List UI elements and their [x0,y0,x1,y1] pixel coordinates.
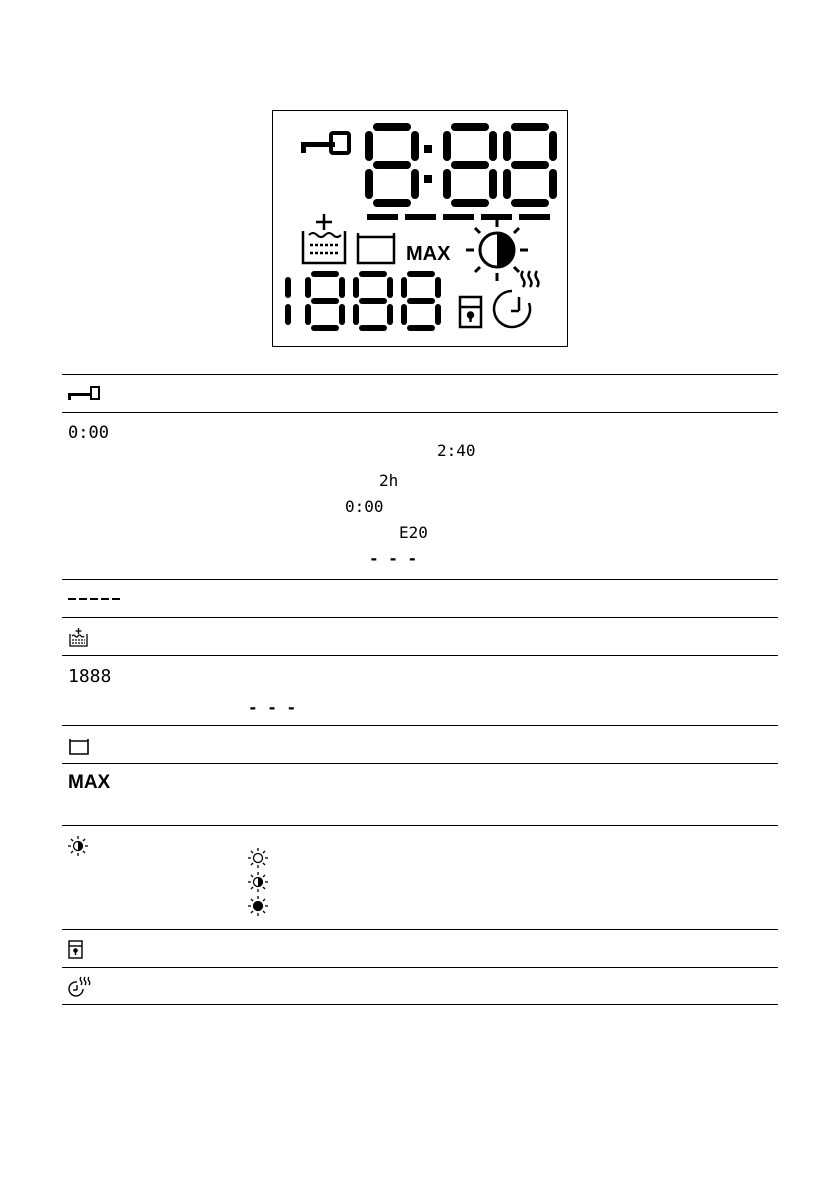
svg-text:0:00: 0:00 [68,423,109,441]
example-error: E20 [399,523,428,542]
digit-segment [511,161,549,169]
drying-timer-icon [68,976,92,998]
digit-segment [285,304,291,325]
key-lock-icon [301,133,349,153]
example-zero: 0:00 [345,497,384,516]
legend-row-max [62,763,778,825]
dashes-bar-icon [68,598,128,602]
digit-segment [311,298,339,304]
digit-segment [549,169,557,199]
digit-segment [365,131,373,161]
digit-segment [387,304,393,325]
brightness-high-icon [248,896,268,916]
legend-row-time [62,412,778,579]
digit-segment [549,131,557,161]
digit-segment [511,123,549,131]
svg-text:1888: 1888 [68,666,112,686]
digit-segment [451,161,489,169]
legend-row-program [62,655,778,725]
example-hours: 2h [379,471,399,490]
digit-segment [311,325,339,331]
salt-refill-icon [303,214,345,263]
rinse-aid-icon [358,233,394,263]
lcd-display-panel [272,110,568,347]
digit-segment [401,304,407,325]
digit-segment [365,169,373,199]
legend-table [62,374,778,1005]
legend-row-salt [62,617,778,655]
time-colon [424,145,432,183]
time-digit [443,123,497,207]
door-lock-icon [460,297,481,327]
legend-row-drying [62,967,778,1005]
digit-segment [387,277,393,298]
program-digit [285,277,291,325]
program-digit [305,271,345,331]
digit-segment [359,325,387,331]
door-lock-icon [68,940,84,960]
legend-row-door-lock [62,929,778,967]
program-number-digits [285,271,441,331]
digit-segment [407,271,435,277]
example-time: 2:40 [437,441,476,460]
digit-segment [503,169,511,199]
digit-segment [353,304,359,325]
program-digit [353,271,393,331]
digit-segment [285,277,291,298]
progress-dashes [367,214,550,220]
digit-segment [435,277,441,298]
max-text-icon: MAX [68,772,111,793]
digit-segment [401,277,407,298]
brightness-icon [68,836,88,856]
program-number-icon [68,666,124,686]
time-digit [365,123,419,207]
max-indicator: MAX [406,243,451,265]
rinse-aid-icon [68,736,90,756]
digit-segment [503,131,511,161]
example-dashes-program: - - - [248,698,297,717]
digit-segment [511,199,549,207]
digit-segment [305,277,311,298]
legend-row-brightness [62,825,778,929]
digit-segment [353,277,359,298]
digit-segment [373,199,411,207]
digit-segment [435,304,441,325]
digit-segment [339,304,345,325]
digit-segment [443,131,451,161]
digit-segment [359,271,387,277]
time-digit [503,123,557,207]
digit-segment [451,123,489,131]
digit-segment [359,298,387,304]
brightness-low-icon [248,848,268,868]
digit-segment [373,123,411,131]
digit-segment [489,131,497,161]
digit-segment [305,304,311,325]
legend-row-key [62,374,778,412]
digit-segment [451,199,489,207]
program-digit [401,271,441,331]
digit-segment [411,169,419,199]
digit-segment [311,271,339,277]
legend-row-rinse [62,725,778,763]
digit-segment [407,325,435,331]
digit-segment [489,169,497,199]
brightness-icon [466,219,528,281]
time-display-icon [68,423,120,441]
salt-refill-icon [68,628,90,648]
digit-segment [443,169,451,199]
drying-timer-icon [494,271,538,327]
example-dashes: - - - [369,549,418,568]
brightness-medium-icon [248,872,268,892]
digit-segment [407,298,435,304]
legend-row-dashes [62,579,778,617]
key-lock-icon [68,386,108,402]
time-display-digits [365,123,557,207]
digit-segment [411,131,419,161]
digit-segment [373,161,411,169]
digit-segment [339,277,345,298]
